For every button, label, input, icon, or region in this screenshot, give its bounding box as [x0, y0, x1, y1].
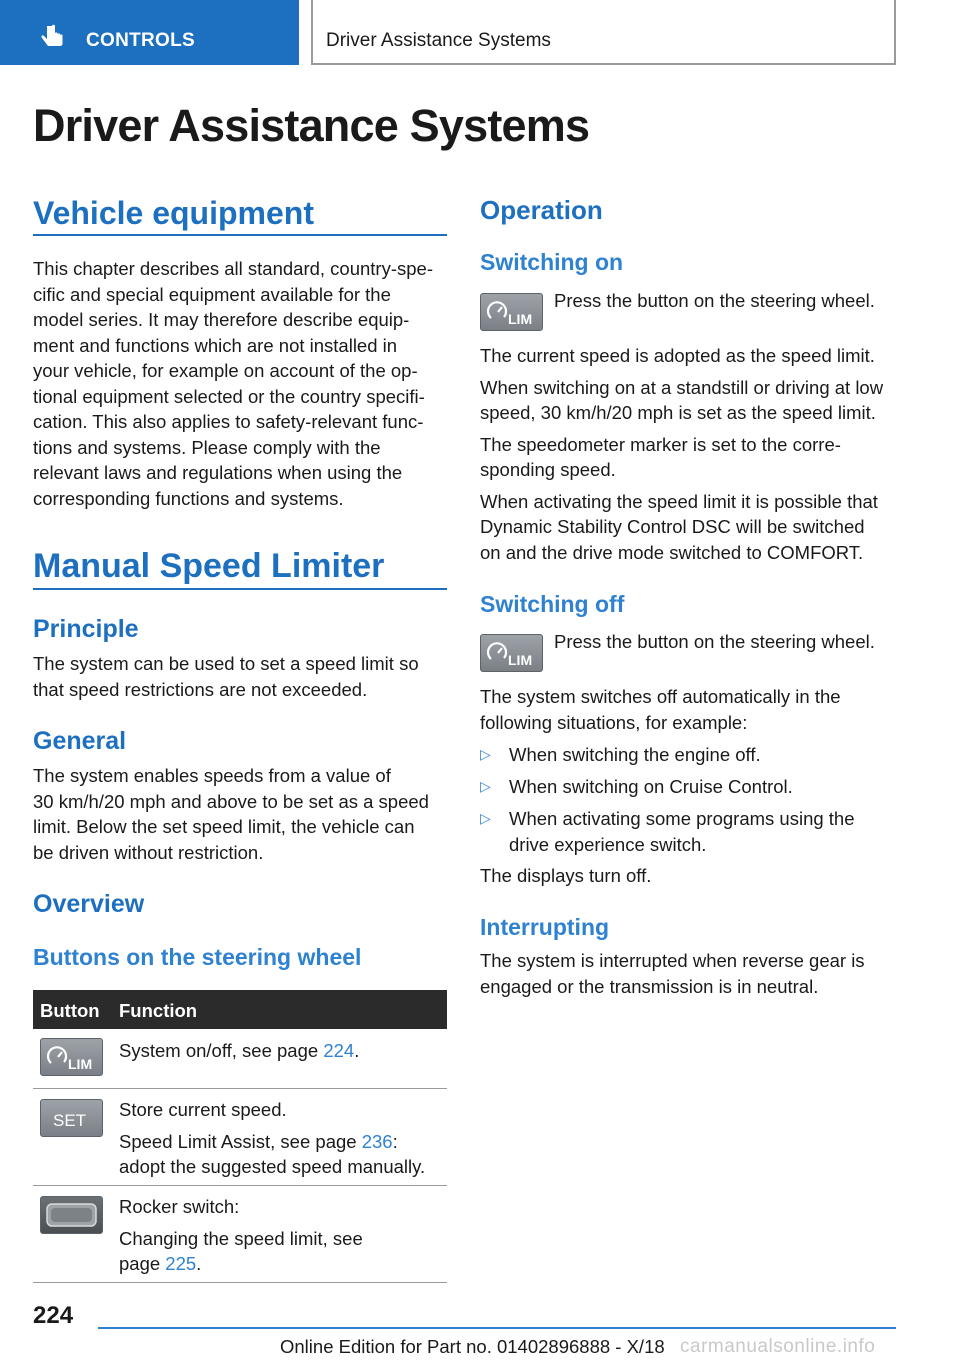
lim-button-icon	[480, 293, 543, 331]
text-line: tions and systems. Please comply with the	[33, 436, 381, 458]
text-span: :	[392, 1130, 398, 1152]
text-line: Dynamic Stability Control DSC will be switched	[480, 516, 865, 537]
text-line: The speedometer marker is set to the corre‑	[480, 433, 841, 455]
text-span: .	[354, 1040, 360, 1061]
manual-speed-limiter-heading: Manual Speed Limiter	[33, 547, 385, 585]
footer-rule	[98, 1327, 896, 1329]
text-line: Changing the speed limit, see	[119, 1227, 363, 1249]
text-line: When switching on at a standstill or driving at low	[480, 376, 884, 398]
text-line: limit. Below the set speed limit, the vehicle can	[33, 816, 415, 837]
page-link[interactable]: 225	[165, 1253, 197, 1274]
table-header	[33, 990, 447, 1029]
heading-rule	[33, 234, 447, 236]
vehicle-equipment-heading: Vehicle equipment	[33, 195, 314, 231]
svg-text:LIM: LIM	[508, 311, 533, 327]
bullet-marker: ▷	[480, 810, 491, 826]
text-line: The system enables speeds from a value of	[33, 765, 391, 786]
bullet-marker: ▷	[480, 746, 491, 762]
overview-heading: Overview	[33, 890, 145, 918]
text-line: following situations, for example:	[480, 711, 748, 733]
text-line: ment and functions which are not installed in	[33, 334, 398, 356]
lim-button-icon	[40, 1038, 103, 1076]
switching-off-heading: Switching off	[480, 591, 625, 617]
set-button-icon	[40, 1099, 103, 1137]
pointing-hand-icon	[38, 24, 66, 52]
text-line: sponding speed.	[480, 459, 616, 480]
column-header-button: Button	[40, 1000, 100, 1021]
principle-text	[33, 651, 453, 702]
table-row	[33, 1089, 447, 1186]
text-line: speed, 30 km/h/20 mph is set as the speed limit.	[480, 402, 876, 423]
table-row	[33, 1029, 447, 1089]
text-line: The system can be used to set a speed limit so	[33, 653, 419, 674]
column-header-function: Function	[119, 1000, 198, 1021]
section-tab[interactable]	[0, 0, 299, 65]
bullet-text: When switching on Cruise Control.	[509, 776, 793, 797]
text-line: relevant laws and regulations when using the	[33, 462, 403, 483]
chapter-title: Driver Assistance Systems	[326, 30, 551, 51]
text-line: The system is interrupted when reverse gear is	[480, 950, 865, 971]
switch-on-caption: Press the button on the steering wheel.	[554, 290, 875, 311]
text-line: model series. It may therefore describe equip‑	[33, 309, 410, 330]
page-link[interactable]: 236	[361, 1130, 393, 1152]
general-text	[33, 763, 453, 865]
text-line: your vehicle, for example on account of the op‑	[33, 360, 418, 381]
text-line: Rocker switch:	[119, 1196, 240, 1217]
svg-text:LIM: LIM	[508, 652, 533, 668]
svg-text:SET: SET	[53, 1111, 87, 1130]
svg-text:LIM: LIM	[68, 1056, 93, 1072]
text-line: The current speed is adopted as the speed limit.	[480, 345, 875, 366]
function-text	[119, 1097, 425, 1180]
operation-heading: Operation	[480, 195, 603, 225]
edition-text: Online Edition for Part no. 01402896888 - X/18	[280, 1336, 665, 1357]
text-line: engaged or the transmission is in neutral.	[480, 975, 819, 997]
page-link[interactable]: 224	[323, 1040, 355, 1061]
bullet-text	[509, 806, 889, 857]
text-span: page	[119, 1253, 166, 1274]
text-line: adopt the suggested speed manually.	[119, 1156, 426, 1177]
table-row	[33, 1186, 447, 1283]
rocker-switch-icon	[40, 1196, 103, 1234]
heading-rule	[33, 588, 447, 590]
switching-on-text	[480, 343, 905, 565]
interrupting-text	[480, 948, 905, 999]
text-span: System on/off, see page	[119, 1040, 324, 1061]
text-line: 30 km/h/20 mph and above to be set as a speed	[33, 790, 429, 812]
text-line: When activating some programs using the	[509, 808, 855, 829]
vehicle-equipment-text	[33, 256, 453, 511]
function-text	[119, 1194, 363, 1277]
bullet-text: When switching the engine off.	[509, 744, 761, 765]
text-line: that speed restrictions are not exceeded.	[33, 678, 368, 700]
section-label: CONTROLS	[86, 30, 196, 51]
general-heading: General	[33, 727, 127, 755]
bullet-marker: ▷	[480, 778, 491, 794]
page-number: 224	[33, 1302, 74, 1329]
text-line: Store current speed.	[119, 1099, 287, 1120]
text-line	[119, 1251, 363, 1277]
text-line: tional equipment selected or the country specifi‑	[33, 385, 425, 407]
buttons-subheading: Buttons on the steering wheel	[33, 944, 362, 970]
text-line: drive experience switch.	[509, 833, 707, 855]
principle-heading: Principle	[33, 615, 139, 643]
text-span: .	[196, 1253, 202, 1274]
function-text	[119, 1038, 359, 1064]
switching-off-intro	[480, 684, 905, 735]
watermark: carmanualsonline.info	[680, 1336, 876, 1357]
text-line: When activating the speed limit it is possible that	[480, 490, 878, 512]
text-line: This chapter describes all standard, country‑spe‑	[33, 258, 433, 279]
lim-button-icon	[480, 634, 543, 672]
switching-off-outro: The displays turn off.	[480, 865, 652, 886]
text-span: Speed Limit Assist, see page	[119, 1130, 362, 1152]
switch-off-caption: Press the button on the steering wheel.	[554, 631, 875, 652]
interrupting-heading: Interrupting	[480, 914, 610, 940]
text-line: cation. This also applies to safety‑relevant func‑	[33, 411, 424, 432]
text-line	[119, 1129, 425, 1155]
text-line: on and the drive mode switched to COMFORT.	[480, 541, 864, 563]
switching-on-heading: Switching on	[480, 249, 624, 275]
page-title: Driver Assistance Systems	[33, 100, 590, 151]
text-line: be driven without restriction.	[33, 841, 264, 863]
text-line: corresponding functions and systems.	[33, 487, 344, 509]
text-line: cific and special equipment available for the	[33, 283, 391, 305]
text-line: The system switches off automatically in the	[480, 686, 841, 707]
buttons-table	[33, 990, 447, 1283]
